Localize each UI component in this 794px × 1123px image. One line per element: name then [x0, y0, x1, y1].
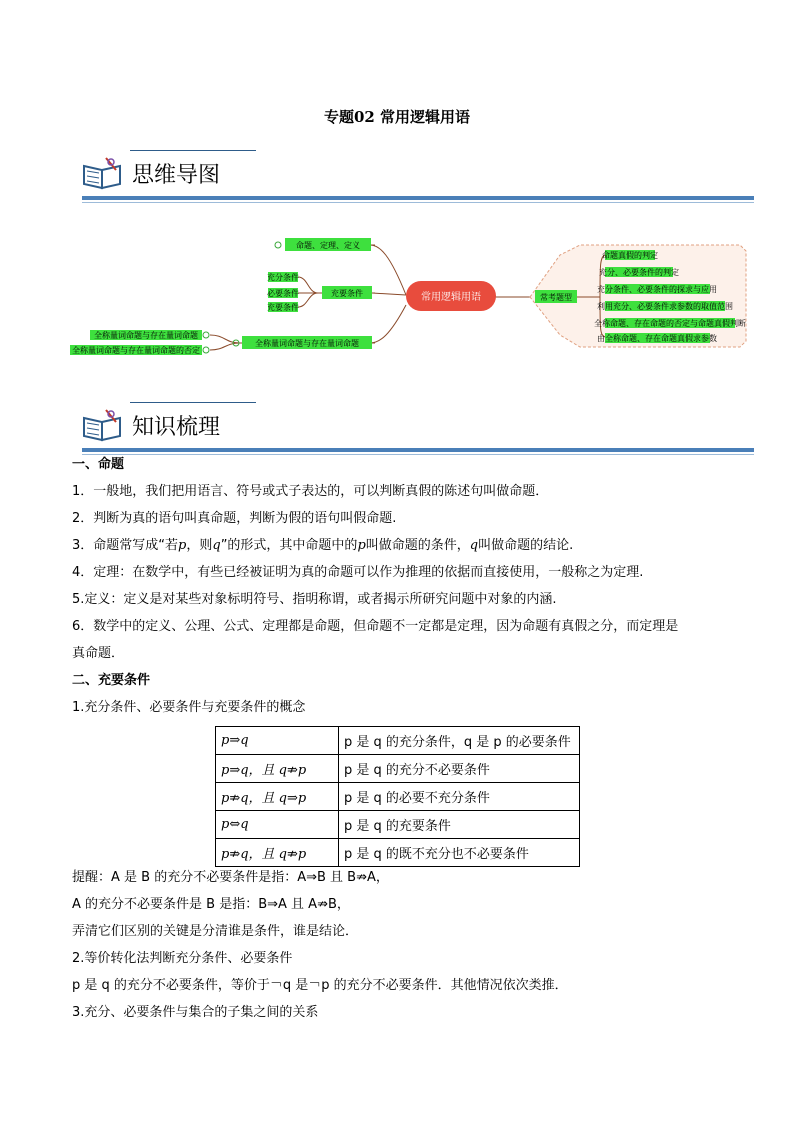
table-cell: p⇏q，且 q⇏p — [216, 839, 339, 867]
table-cell: p 是 q 的既不充分也不必要条件 — [339, 839, 580, 867]
tip-line-2: A 的充分不必要条件是 B 是指：B⇒A 且 A⇏B， — [72, 897, 350, 912]
mind-node-definition: 命题、定理、定义 — [296, 241, 360, 250]
mind-node-condition: 充要条件 — [331, 289, 363, 298]
table-cell: p⇒q，且 q⇏p — [216, 755, 339, 783]
section-title-knowledge: 知识梳理 — [132, 415, 221, 440]
table-cell: p 是 q 的充分不必要条件 — [339, 755, 580, 783]
paragraph-4: 4．定理：在数学中，有些已经被证明为真的命题可以作为推理的依据而直接使用，一般称之为定理. — [72, 565, 644, 580]
mind-leaf: 充分、必要条件的判定 — [599, 268, 679, 277]
table-row — [216, 783, 580, 811]
mind-leaf: 充分条件 — [267, 273, 299, 282]
table-cell: p 是 q 的充分条件，q 是 p 的必要条件 — [339, 727, 580, 755]
subheading-concepts: 1.充分条件、必要条件与充要条件的概念 — [72, 700, 306, 715]
table-row — [216, 839, 580, 867]
section-header-mindmap — [82, 150, 754, 200]
table-cell: p 是 q 的充要条件 — [339, 811, 580, 839]
book-icon — [82, 156, 124, 190]
mind-node-types: 常考题型 — [540, 293, 572, 302]
mind-leaf: 必要条件 — [267, 289, 299, 298]
tip-line-1: 提醒：A 是 B 的充分不必要条件是指：A⇒B 且 B⇏A， — [72, 870, 389, 885]
header-bar-thin — [82, 202, 754, 203]
mind-center-label: 常用逻辑用语 — [421, 292, 481, 303]
table-row — [216, 755, 580, 783]
equivalence-line: p 是 q 的充分不必要条件，等价于￢q 是￢p 的充分不必要条件．其他情况依次类推． — [72, 978, 568, 993]
paragraph-6a: 6．数学中的定义、公理、公式、定理都是命题，但命题不一定都是定理，因为命题有真假之分，而定理是 — [72, 619, 679, 634]
content-part2 — [72, 864, 732, 1026]
heading-propositions: 一、命题 — [72, 457, 125, 472]
table-cell: p⇏q，且 q⇒p — [216, 783, 339, 811]
tip-line-3: 弄清它们区别的关键是分清谁是条件，谁是结论． — [72, 924, 359, 939]
paragraph-2: 2．判断为真的语句叫真命题，判断为假的语句叫假命题. — [72, 511, 397, 526]
mind-leaf: 命题真假的判定 — [602, 251, 658, 260]
paragraph-1: 1．一般地，我们把用语言、符号或式子表达的，可以判断真假的陈述句叫做命题． — [72, 484, 549, 499]
subheading-equivalence: 2.等价转化法判断充分条件、必要条件 — [72, 951, 293, 966]
mind-leaf: 全称量词命题与存在量词命题 — [94, 331, 198, 340]
book-icon — [82, 408, 124, 442]
content-part1 — [72, 451, 732, 721]
subheading-sets: 3.充分、必要条件与集合的子集之间的关系 — [72, 1005, 319, 1020]
section-header-knowledge — [82, 402, 754, 452]
table-row — [216, 727, 580, 755]
table-cell: p 是 q 的必要不充分条件 — [339, 783, 580, 811]
paragraph-5: 5.定义：定义是对某些对象标明符号、指明称谓，或者揭示所研究问题中对象的内涵. — [72, 592, 557, 607]
conditions-table — [215, 726, 580, 867]
mind-leaf: 由全称命题、存在命题真假求参数 — [597, 334, 717, 343]
mind-leaf: 充要条件 — [267, 303, 299, 312]
section-title-mindmap: 思维导图 — [132, 163, 221, 188]
mind-leaf: 充分条件、必要条件的探求与应用 — [597, 285, 717, 294]
header-top-rule — [130, 150, 256, 151]
table-row — [216, 811, 580, 839]
mind-map — [60, 235, 760, 365]
mind-leaf: 利用充分、必要条件求参数的取值范围 — [597, 302, 733, 311]
header-top-rule — [130, 402, 256, 403]
mind-leaf: 全称量词命题与存在量词命题的否定 — [72, 346, 200, 355]
paragraph-3: 3．命题常写成“若p，则q”的形式，其中命题中的p叫做命题的条件，q叫做命题的结论. — [72, 538, 574, 553]
heading-conditions: 二、充要条件 — [72, 673, 151, 688]
table-cell: p⇒q — [216, 727, 339, 755]
table-cell: p⇔q — [216, 811, 339, 839]
mind-leaf: 全称命题、存在命题的否定与命题真假判断 — [594, 319, 746, 328]
mind-node-quantifier: 全称量词命题与存在量词命题 — [255, 339, 359, 348]
header-bar — [82, 196, 754, 200]
page-title: 专题02 常用逻辑用语 — [323, 108, 471, 126]
paragraph-6b: 真命题． — [72, 646, 125, 661]
